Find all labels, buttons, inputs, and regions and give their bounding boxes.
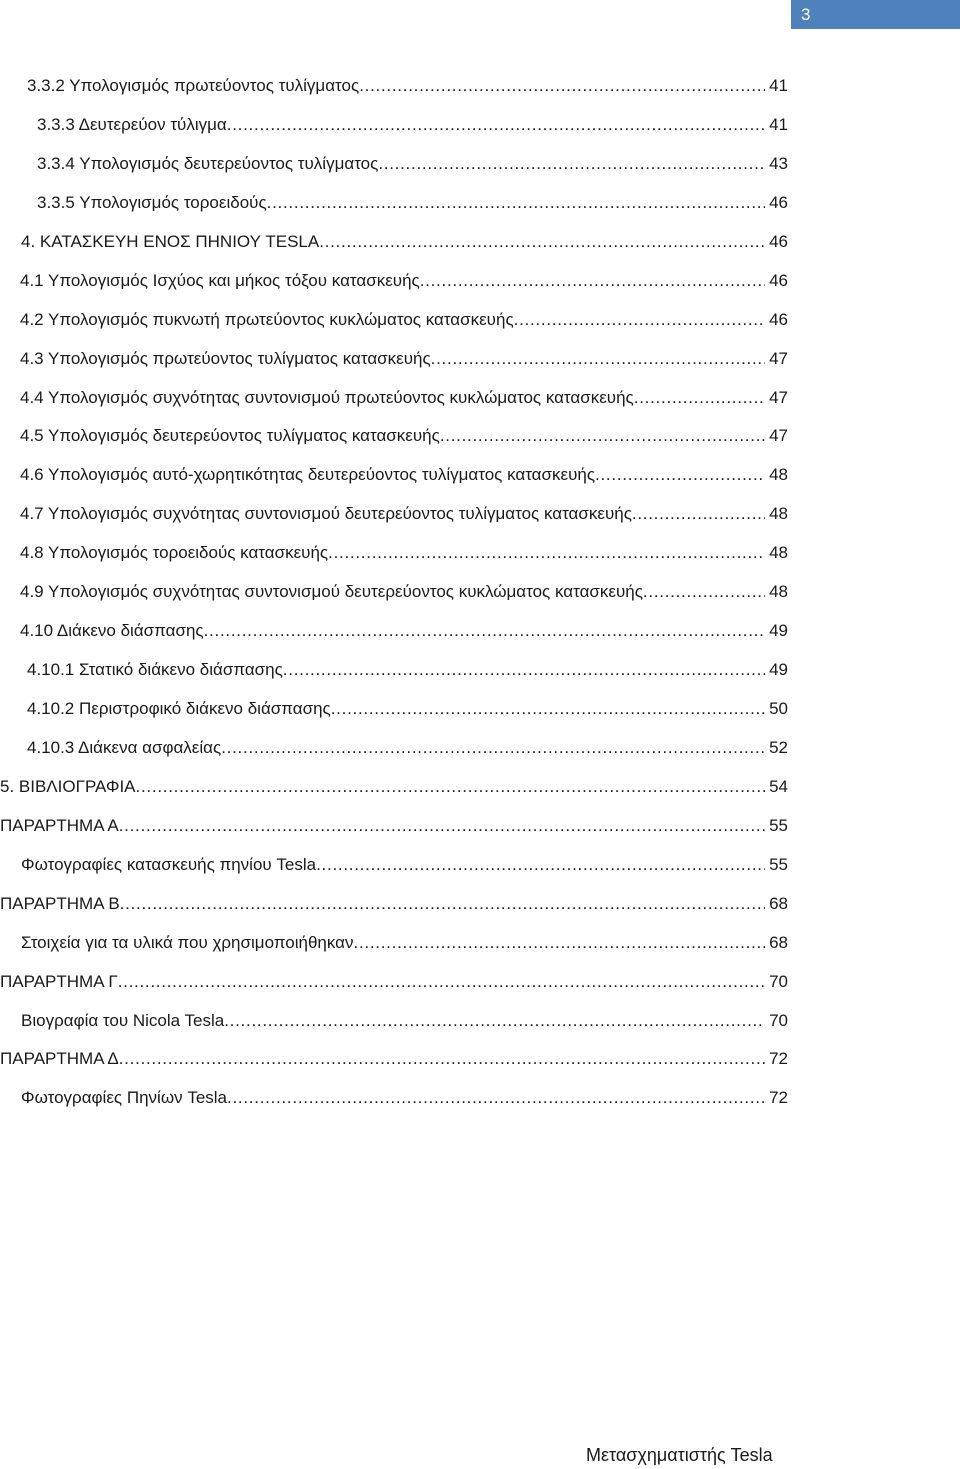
page-number-badge: 3 xyxy=(791,0,960,29)
toc-entry[interactable] xyxy=(0,1078,960,1117)
toc-leader-dots xyxy=(227,114,765,136)
toc-leader-dots xyxy=(354,932,766,954)
toc-entry-title: 4.8 Υπολογισμός τοροειδούς κατασκευής xyxy=(20,543,329,563)
toc-leader-dots xyxy=(359,75,765,97)
toc-entry-page: 47 xyxy=(769,387,788,407)
toc-entry-page: 46 xyxy=(769,192,788,212)
toc-entry[interactable] xyxy=(0,650,960,689)
toc-entry-page: 50 xyxy=(769,699,788,718)
toc-leader-dots xyxy=(431,348,765,370)
toc-leader-dots xyxy=(378,153,765,175)
toc-leader-dots xyxy=(440,425,765,447)
toc-entry-title: 4.10.3 Διάκενα ασφαλείας xyxy=(27,737,222,757)
toc-leader-dots xyxy=(119,815,765,837)
toc-entry-title: 4.3 Υπολογισμός πρωτεύοντος τυλίγματος κατασκευής xyxy=(20,348,431,368)
toc-entry-page: 48 xyxy=(769,465,788,485)
toc-leader-dots xyxy=(136,776,766,798)
toc-entry-page: 48 xyxy=(769,582,788,602)
toc-entry-title: 5. ΒΙΒΛΙΟΓΡΑΦΙΑ xyxy=(0,776,136,796)
toc-entry-page: 41 xyxy=(769,76,788,95)
toc-entry-page: 70 xyxy=(769,971,788,991)
toc-entry-title: Φωτογραφίες κατασκευής πηνίου Tesla xyxy=(21,854,317,874)
toc-leader-dots xyxy=(328,542,765,564)
toc-entry[interactable] xyxy=(0,806,960,845)
toc-entry-title: Βιογραφία του Nicola Tesla xyxy=(21,1010,225,1030)
toc-entry-page: 70 xyxy=(769,1010,788,1030)
footer-title: Μετασχηματιστής Tesla xyxy=(586,1445,773,1465)
toc-entry-page: 46 xyxy=(769,270,788,290)
toc-entry[interactable] xyxy=(0,689,960,728)
toc-leader-dots xyxy=(227,1087,765,1109)
toc-entry[interactable] xyxy=(0,1039,960,1078)
toc-entry-title: 4.9 Υπολογισμός συχνότητας συντονισμού δευτερεύοντος κυκλώματος κατασκευής xyxy=(20,582,643,602)
toc-entry-page: 47 xyxy=(769,426,788,446)
toc-entry-title: 4.10 Διάκενο διάσπασης xyxy=(20,621,204,641)
toc-entry[interactable] xyxy=(0,572,960,611)
toc-leader-dots xyxy=(118,971,765,993)
toc-entry-page: 46 xyxy=(769,231,788,251)
toc-entry-page: 55 xyxy=(769,854,788,874)
toc-entry[interactable] xyxy=(0,416,960,455)
toc-entry[interactable] xyxy=(0,144,960,183)
toc-entry[interactable] xyxy=(0,183,960,222)
toc-entry[interactable] xyxy=(0,962,960,1001)
toc-leader-dots xyxy=(632,503,765,525)
toc-entry-title: Φωτογραφίες Πηνίων Tesla xyxy=(21,1088,228,1108)
toc-entry-page: 52 xyxy=(769,737,788,757)
toc-entry[interactable] xyxy=(0,261,960,300)
toc-leader-dots xyxy=(331,698,765,720)
toc-entry[interactable] xyxy=(0,494,960,533)
toc-leader-dots xyxy=(119,1048,765,1070)
toc-entry[interactable] xyxy=(0,339,960,378)
toc-entry-title: 4.2 Υπολογισμός πυκνωτή πρωτεύοντος κυκλώματος κατασκευής xyxy=(20,309,514,329)
toc-entry-title: ΠΑΡΑΡΤΗΜΑ Α xyxy=(0,815,119,835)
toc-entry-title: ΠΑΡΑΡΤΗΜΑ Γ xyxy=(0,971,118,991)
toc-entry-title: 3.3.4 Υπολογισμός δευτερεύοντος τυλίγματος xyxy=(37,153,379,173)
toc-entry-page: 49 xyxy=(769,660,788,680)
table-of-contents xyxy=(0,66,960,1117)
toc-leader-dots xyxy=(643,581,765,603)
toc-entry-title: 4.7 Υπολογισμός συχνότητας συντονισμού δευτερεύοντος τυλίγματος κατασκευής xyxy=(20,504,632,524)
toc-leader-dots xyxy=(634,387,765,409)
toc-entry-title: 4.10.1 Στατικό διάκενο διάσπασης xyxy=(27,660,283,680)
toc-entry[interactable] xyxy=(0,767,960,806)
toc-entry[interactable] xyxy=(0,378,960,417)
toc-entry[interactable] xyxy=(0,1001,960,1040)
toc-entry-page: 46 xyxy=(769,309,788,329)
toc-leader-dots xyxy=(221,737,765,759)
toc-leader-dots xyxy=(283,659,765,681)
toc-entry-page: 47 xyxy=(769,348,788,368)
toc-leader-dots xyxy=(514,309,765,331)
toc-entry-page: 68 xyxy=(769,893,788,913)
toc-entry-page: 72 xyxy=(769,1049,788,1069)
toc-entry-title: 3.3.3 Δευτερεύον τύλιγμα xyxy=(37,114,227,134)
toc-entry[interactable] xyxy=(0,728,960,767)
toc-entry[interactable] xyxy=(0,611,960,650)
toc-entry-title: ΠΑΡΑΡΤΗΜΑ Β xyxy=(0,893,120,913)
toc-entry-title: 4.10.2 Περιστροφικό διάκενο διάσπασης xyxy=(27,699,331,718)
toc-leader-dots xyxy=(420,270,765,292)
toc-entry-page: 55 xyxy=(769,815,788,835)
toc-entry[interactable] xyxy=(0,533,960,572)
toc-entry-page: 41 xyxy=(769,114,788,134)
toc-entry-page: 48 xyxy=(769,543,788,563)
toc-leader-dots xyxy=(224,1010,765,1032)
toc-leader-dots xyxy=(316,854,765,876)
toc-leader-dots xyxy=(319,231,765,253)
toc-entry[interactable] xyxy=(0,300,960,339)
toc-entry[interactable] xyxy=(0,923,960,962)
toc-entry[interactable] xyxy=(0,66,960,105)
toc-leader-dots xyxy=(120,893,765,915)
toc-entry[interactable] xyxy=(0,455,960,494)
toc-entry-title: 4.5 Υπολογισμός δευτερεύοντος τυλίγματος κατασκευής xyxy=(20,426,440,446)
toc-entry-title: 4.4 Υπολογισμός συχνότητας συντονισμού πρωτεύοντος κυκλώματος κατασκευής xyxy=(20,387,634,407)
toc-entry-title: 3.3.5 Υπολογισμός τοροειδούς xyxy=(37,192,267,212)
toc-leader-dots xyxy=(595,464,765,486)
toc-entry-title: Στοιχεία για τα υλικά που χρησιμοποιήθηκαν xyxy=(21,932,354,952)
toc-entry-page: 43 xyxy=(769,153,788,173)
toc-leader-dots xyxy=(267,192,765,214)
toc-entry-page: 72 xyxy=(769,1088,788,1108)
toc-entry-page: 54 xyxy=(769,776,788,796)
toc-entry-page: 68 xyxy=(769,932,788,952)
toc-entry[interactable] xyxy=(0,845,960,884)
toc-entry[interactable] xyxy=(0,884,960,923)
toc-entry-title: 4. ΚΑΤΑΣΚΕΥΗ ΕΝΟΣ ΠΗΝΙΟΥ TESLA xyxy=(21,231,320,251)
toc-entry[interactable] xyxy=(0,222,960,261)
toc-entry-title: ΠΑΡΑΡΤΗΜΑ Δ xyxy=(0,1049,119,1069)
toc-entry-page: 49 xyxy=(769,621,788,641)
toc-entry-title: 4.1 Υπολογισμός Ισχύος και μήκος τόξου κατασκευής xyxy=(20,270,420,290)
toc-entry[interactable] xyxy=(0,105,960,144)
toc-entry-page: 48 xyxy=(769,504,788,524)
toc-leader-dots xyxy=(204,620,765,642)
toc-entry-title: 4.6 Υπολογισμός αυτό-χωρητικότητας δευτερεύοντος τυλίγματος κατασκευής xyxy=(20,465,596,485)
toc-entry-title: 3.3.2 Υπολογισμός πρωτεύοντος τυλίγματος xyxy=(27,76,360,95)
